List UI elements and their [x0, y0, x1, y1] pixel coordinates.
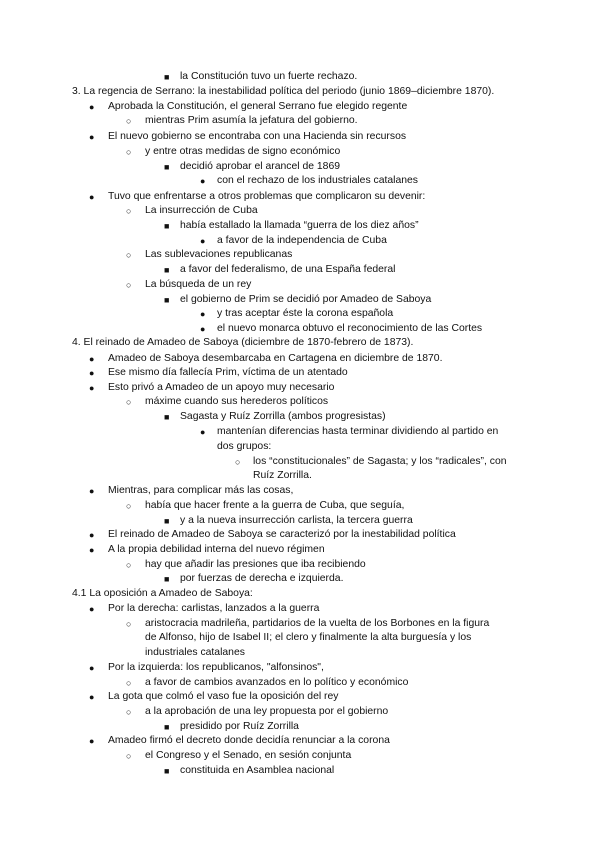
circle-bullet-icon: ○ [235, 457, 241, 467]
outline-item: Amadeo de Saboya desembarcaba en Cartagena en diciembre de 1870. [108, 353, 443, 364]
disc-bullet-icon: ● [89, 545, 95, 555]
section-heading: 4.1 La oposición a Amadeo de Saboya: [72, 588, 253, 599]
disc-bullet-icon: ● [89, 354, 95, 364]
outline-item: decidió aprobar el arancel de 1869 [180, 161, 341, 172]
outline-item: Tuvo que enfrentarse a otros problemas que complicaron su devenir: [108, 191, 426, 202]
circle-bullet-icon: ○ [126, 501, 132, 511]
outline-item: por fuerzas de derecha e izquierda. [180, 573, 344, 584]
disc-bullet-icon: ● [89, 192, 95, 202]
outline-item: había que hacer frente a la guerra de Cuba, que seguía, [145, 500, 405, 511]
disc-bullet-icon: ● [200, 427, 206, 437]
circle-bullet-icon: ○ [126, 751, 132, 761]
outline-item: los “constitucionales” de Sagasta; y los “radicales”, con [253, 456, 507, 467]
disc-bullet-icon: ● [200, 309, 206, 319]
outline-item: Esto privó a Amadeo de un apoyo muy necesario [108, 382, 335, 393]
disc-bullet-icon: ● [89, 530, 95, 540]
outline-item: constituida en Asamblea nacional [180, 765, 335, 776]
outline-item: a favor de la independencia de Cuba [217, 235, 387, 246]
outline-item: y a la nueva insurrección carlista, la tercera guerra [180, 515, 413, 526]
outline-item: industriales catalanes [145, 647, 245, 658]
disc-bullet-icon: ● [89, 486, 95, 496]
circle-bullet-icon: ○ [126, 116, 132, 126]
outline-item: y entre otras medidas de signo económico [145, 146, 341, 157]
square-bullet-icon: ■ [164, 722, 170, 732]
outline-item: a favor del federalismo, de una España federal [180, 264, 396, 275]
disc-bullet-icon: ● [200, 324, 206, 334]
outline-item: La insurrección de Cuba [145, 205, 258, 216]
disc-bullet-icon: ● [89, 102, 95, 112]
disc-bullet-icon: ● [89, 663, 95, 673]
disc-bullet-icon: ● [89, 604, 95, 614]
outline-item: con el rechazo de los industriales catalanes [217, 175, 419, 186]
outline-item: la Constitución tuvo un fuerte rechazo. [180, 71, 358, 82]
circle-bullet-icon: ○ [126, 560, 132, 570]
outline-item: aristocracia madrileña, partidarios de la vuelta de los Borbones en la figura [145, 618, 490, 629]
outline-item: Aprobada la Constitución, el general Serrano fue elegido regente [108, 101, 408, 112]
outline-item: Por la derecha: carlistas, lanzados a la guerra [108, 603, 320, 614]
outline-item: El nuevo gobierno se encontraba con una Hacienda sin recursos [108, 131, 407, 142]
disc-bullet-icon: ● [89, 383, 95, 393]
square-bullet-icon: ■ [164, 72, 170, 82]
outline-item: A la propia debilidad interna del nuevo régimen [108, 544, 325, 555]
outline-item: Ese mismo día fallecía Prim, víctima de un atentado [108, 367, 348, 378]
disc-bullet-icon: ● [200, 176, 206, 186]
square-bullet-icon: ■ [164, 766, 170, 776]
outline-item: hay que añadir las presiones que iba recibiendo [145, 559, 366, 570]
outline-item: presidido por Ruíz Zorrilla [180, 721, 299, 732]
outline-item: Mientras, para complicar más las cosas, [108, 485, 294, 496]
outline-item: La gota que colmó el vaso fue la oposición del rey [108, 691, 339, 702]
circle-bullet-icon: ○ [126, 707, 132, 717]
disc-bullet-icon: ● [89, 692, 95, 702]
outline-item: El reinado de Amadeo de Saboya se caracterizó por la inestabilidad política [108, 529, 456, 540]
outline-item: había estallado la llamada “guerra de los diez años” [180, 220, 419, 231]
circle-bullet-icon: ○ [126, 280, 132, 290]
outline-item: Sagasta y Ruíz Zorrilla (ambos progresistas) [180, 411, 386, 422]
square-bullet-icon: ■ [164, 162, 170, 172]
disc-bullet-icon: ● [89, 368, 95, 378]
square-bullet-icon: ■ [164, 516, 170, 526]
outline-item: y tras aceptar éste la corona española [217, 308, 394, 319]
outline-item: Las sublevaciones republicanas [145, 249, 293, 260]
outline-item: de Alfonso, hijo de Isabel II; el clero y finalmente la alta burguesía y los [145, 632, 472, 643]
circle-bullet-icon: ○ [126, 206, 132, 216]
section-heading: 3. La regencia de Serrano: la inestabilidad política del periodo (junio 1869–diciembre 1870). [72, 86, 495, 97]
outline-item: mantenían diferencias hasta terminar dividiendo al partido en [217, 426, 499, 437]
square-bullet-icon: ■ [164, 574, 170, 584]
outline-item: La búsqueda de un rey [145, 279, 252, 290]
square-bullet-icon: ■ [164, 265, 170, 275]
outline-item: máxime cuando sus herederos políticos [145, 396, 329, 407]
outline-item: el nuevo monarca obtuvo el reconocimiento de las Cortes [217, 323, 483, 334]
square-bullet-icon: ■ [164, 412, 170, 422]
outline-item: mientras Prim asumía la jefatura del gobierno. [145, 115, 358, 126]
outline-item: a favor de cambios avanzados en lo político y económico [145, 677, 409, 688]
outline-item: Amadeo firmó el decreto donde decidía renunciar a la corona [108, 735, 390, 746]
circle-bullet-icon: ○ [126, 250, 132, 260]
circle-bullet-icon: ○ [126, 678, 132, 688]
disc-bullet-icon: ● [89, 736, 95, 746]
square-bullet-icon: ■ [164, 221, 170, 231]
circle-bullet-icon: ○ [126, 147, 132, 157]
outline-item: Ruíz Zorrilla. [253, 470, 312, 481]
circle-bullet-icon: ○ [126, 397, 132, 407]
section-heading: 4. El reinado de Amadeo de Saboya (diciembre de 1870-febrero de 1873). [72, 337, 414, 348]
disc-bullet-icon: ● [89, 132, 95, 142]
square-bullet-icon: ■ [164, 295, 170, 305]
outline-item: a la aprobación de una ley propuesta por el gobierno [145, 706, 389, 717]
disc-bullet-icon: ● [200, 236, 206, 246]
outline-item: el gobierno de Prim se decidió por Amadeo de Saboya [180, 294, 432, 305]
outline-item: el Congreso y el Senado, en sesión conjunta [145, 750, 352, 761]
outline-item: Por la izquierda: los republicanos, "alfonsinos", [108, 662, 324, 673]
circle-bullet-icon: ○ [126, 619, 132, 629]
outline-item: dos grupos: [217, 441, 272, 452]
